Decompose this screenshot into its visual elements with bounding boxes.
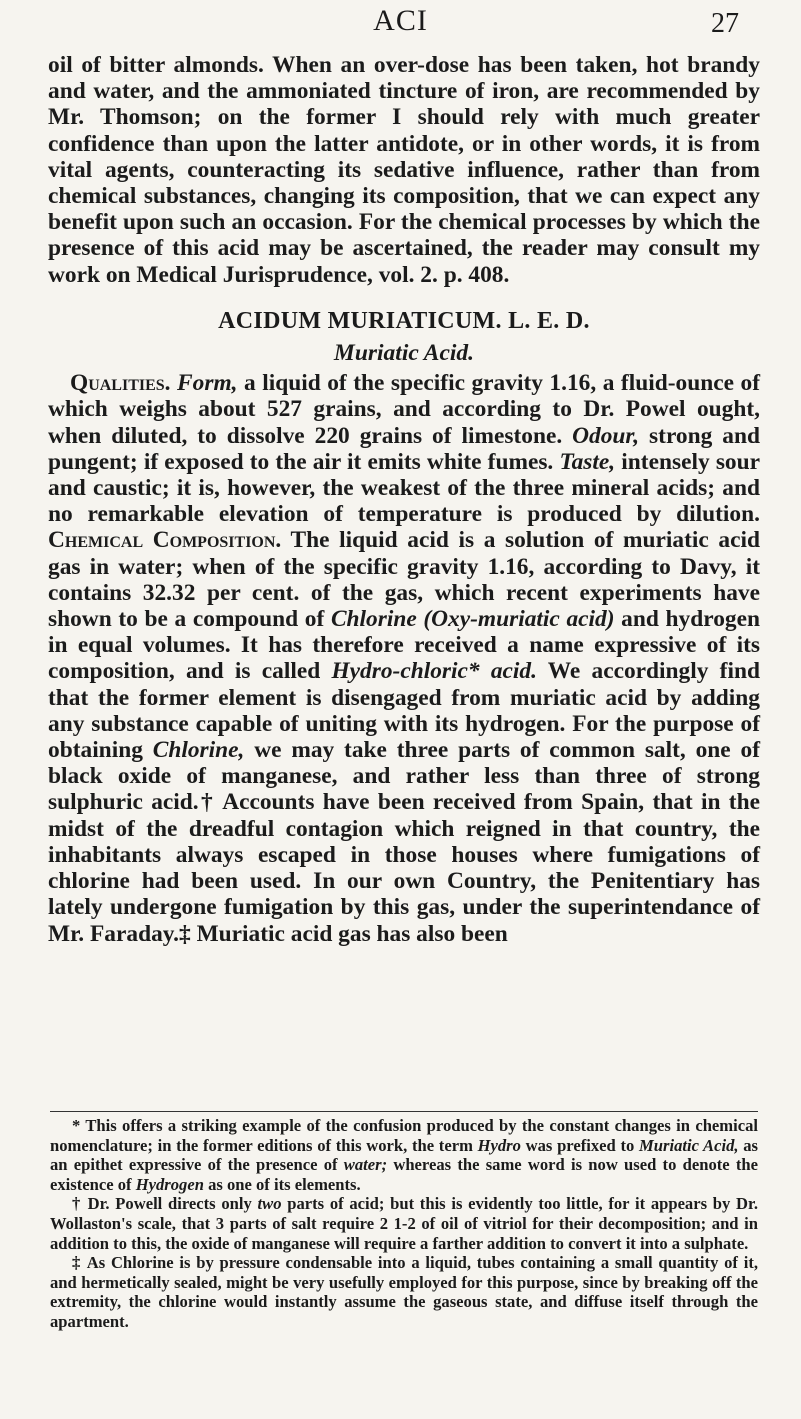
run-head-odour: Odour, <box>572 422 640 449</box>
run-head-taste: Taste, <box>559 448 616 475</box>
footnote-3: ‡ As Chlorine is by pressure condensable into a liquid, tubes containing a small quantity of it, and hermetically sealed, might be very usefully employed for this purpose, since by breaking off the extremity, the chlorine would instantly assume the gaseous state, and diffuse itself through the apartment. <box>50 1253 758 1331</box>
run-head-form: Form, <box>177 370 238 397</box>
term-chlorine-2: Chlorine, <box>152 737 245 764</box>
page-header <box>0 4 801 44</box>
term-hydrochloric: Hydro-chloric* acid. <box>331 658 537 685</box>
page-number: 27 <box>711 8 739 39</box>
section-title: ACIDUM MURIATICUM. L. E. D. <box>218 307 590 334</box>
intro-paragraph: oil of bitter almonds. When an over-dose has been taken, hot brandy and water, and the ammoniated tincture of iron, are recommended by Mr. Thomson; on the former I should rely with much greater confidence than upon the latter antidote, or in other words, it is from vital agents, counteracting its sedative influence, rather than from chemical substances, changing its composition, that we can expect any benefit upon such an occasion. For the chemical processes by which the presence of this acid may be ascertained, the reader may consult my work on Medical Jurisprudence, vol. 2. p. 408. <box>48 52 760 288</box>
running-head: ACI <box>373 4 428 37</box>
section-paragraph: Qualities. Form, a liquid of the specific gravity 1.16, a fluid-ounce of which weighs about 527 grains, and according to Dr. Powel ought, when diluted, to dissolve 220 grains of limestone. Odour, strong and pungent; if exposed to the air it emits white fumes. Taste, intensely sour and caustic; it is, however, the weakest of the three mineral acids; and no remarkable elevation of temperature is produced by dilution. Chemical Composition. The liquid acid is a solution of muriatic acid gas in water; when of the specific gravity 1.16, according to Davy, it contains 32.32 per cent. of the gas, which recent experiments have shown to be a compound of Chlorine (Oxy-muriatic acid) and hydrogen in equal volumes. It has therefore received a name expressive of its composition, and is called Hydro-chloric* acid. We accordingly find that the former element is disengaged from muriatic acid by adding any substance capable of uniting with its hydrogen. For the purpose of obtaining Chlorine, we may take three parts of common salt, one of black oxide of manganese, and rather less than three of strong sulphuric acid.† Accounts have been received from Spain, that in the midst of the dreadful contagion which reigned in that country, the inhabitants always escaped in those houses where fumigations of chlorine had been used. In our own Country, the Penitentiary has lately undergone fumigation by this gas, under the superintendance of Mr. Faraday.‡ Muriatic acid gas has also been <box>48 370 761 947</box>
footnote-2: † Dr. Powell directs only two parts of acid; but this is evidently too little, for it appears by Dr. Wollaston's scale, that 3 parts of salt require 2 1-2 of oil of vitriol for their decomposition; and in addition to this, the oxide of manganese will require a farther addition to convert it into a sulphate. <box>50 1194 758 1253</box>
footnote-rule <box>50 1111 758 1112</box>
run-head-qualities: Qualities. <box>70 370 171 397</box>
footnote-1: * This offers a striking example of the confusion produced by the constant changes in chemical nomenclature; in the former editions of this work, the term Hydro was prefixed to Muriatic Acid, as an epithet expressive of the presence of water; whereas the same word is now used to denote the existence of Hydrogen as one of its elements. <box>50 1116 758 1194</box>
run-head-chemical-composition: Chemical Composition. <box>48 527 282 554</box>
body-text <box>48 52 760 947</box>
footnotes <box>50 1116 758 1332</box>
section-subtitle: Muriatic Acid. <box>333 340 475 367</box>
term-chlorine: Chlorine (Oxy-muriatic acid) <box>330 606 615 633</box>
